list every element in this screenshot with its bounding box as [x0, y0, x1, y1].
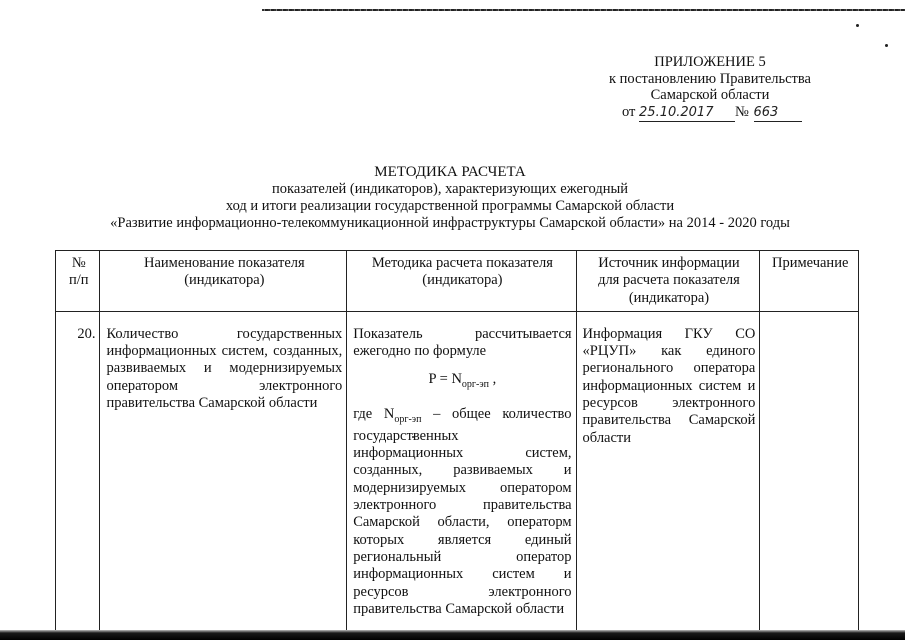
- document-title: [60, 164, 840, 232]
- method-intro: Показатель рассчитывается ежегодно по формуле: [353, 325, 572, 360]
- formula-lhs: P = N: [428, 371, 462, 388]
- formula-tail: ,: [489, 371, 497, 388]
- row-method: [347, 311, 576, 640]
- appendix-line-2: Самарской области: [650, 87, 770, 103]
- table-header-row: [56, 251, 859, 312]
- header-source: [576, 251, 760, 312]
- header-name: [100, 251, 347, 312]
- header-source-line-1: Источник информации: [598, 255, 740, 271]
- header-source-line-3: (индикатора): [628, 289, 710, 306]
- row-number: 20.: [56, 311, 100, 640]
- number-prefix: №: [735, 103, 749, 120]
- row-indicator-name: Количество государственных информационных систем, созданных, развиваемых и модернизируемых оператором электронного правительства Самарской области: [100, 311, 347, 640]
- where-prefix: где N: [353, 405, 395, 422]
- indicators-table: [55, 250, 859, 640]
- appendix-block: [560, 54, 860, 122]
- formula-subscript: орг-эп: [461, 379, 489, 391]
- date-prefix: от: [622, 103, 636, 120]
- handwritten-number: 663: [754, 105, 802, 123]
- header-method-line-1: Методика расчета показателя: [371, 255, 553, 271]
- header-method: [347, 251, 576, 312]
- scan-speck: [885, 44, 888, 47]
- handwritten-date: 25.10.2017: [639, 105, 735, 123]
- header-method-line-2: (индикатора): [422, 272, 503, 289]
- appendix-date-line: [560, 104, 860, 123]
- where-subscript: орг-эп: [394, 413, 422, 425]
- header-num: [56, 251, 100, 312]
- header-source-line-2: для расчета показателя: [598, 272, 740, 289]
- header-num-line-1: №: [71, 255, 86, 271]
- title-line-1: показателей (индикаторов), характеризующих ежегодный: [272, 181, 628, 197]
- title-line-2: ход и итоги реализации государственной программы Самарской области: [225, 198, 675, 214]
- scan-speck: [856, 24, 859, 27]
- header-name-line-2: (индикатора): [184, 272, 265, 289]
- appendix-title: ПРИЛОЖЕНИЕ 5: [654, 54, 766, 70]
- table-row: [56, 311, 859, 640]
- header-name-line-1: Наименование показателя: [143, 255, 305, 271]
- appendix-line-1: к постановлению Правительства: [609, 70, 811, 87]
- scan-edge-top: [262, 9, 905, 11]
- method-formula: [353, 371, 571, 393]
- row-note: [760, 311, 859, 640]
- header-num-line-2: п/п: [68, 272, 89, 289]
- where-text: – общее количество государственных информационных систем, созданных, развиваемых и модернизируемых оператором электронного правительства Самарской области, операторм которых является единый региональный оператор информационных систем и ресурсов электронного правительства Самарской области: [353, 405, 572, 617]
- title-line-3: «Развитие информационно-телекоммуникационной инфраструктуры Самарской области» на 2014 - 2020 годы: [110, 215, 790, 231]
- title-main: МЕТОДИКА РАСЧЕТА: [374, 164, 526, 180]
- scan-edge-bottom: [0, 630, 905, 640]
- row-source: Информация ГКУ СО «РЦУП» как единого регионального оператора информационных систем и ресурсов электронного правительства Самарской области: [576, 311, 760, 640]
- header-note: Примечание: [760, 251, 859, 312]
